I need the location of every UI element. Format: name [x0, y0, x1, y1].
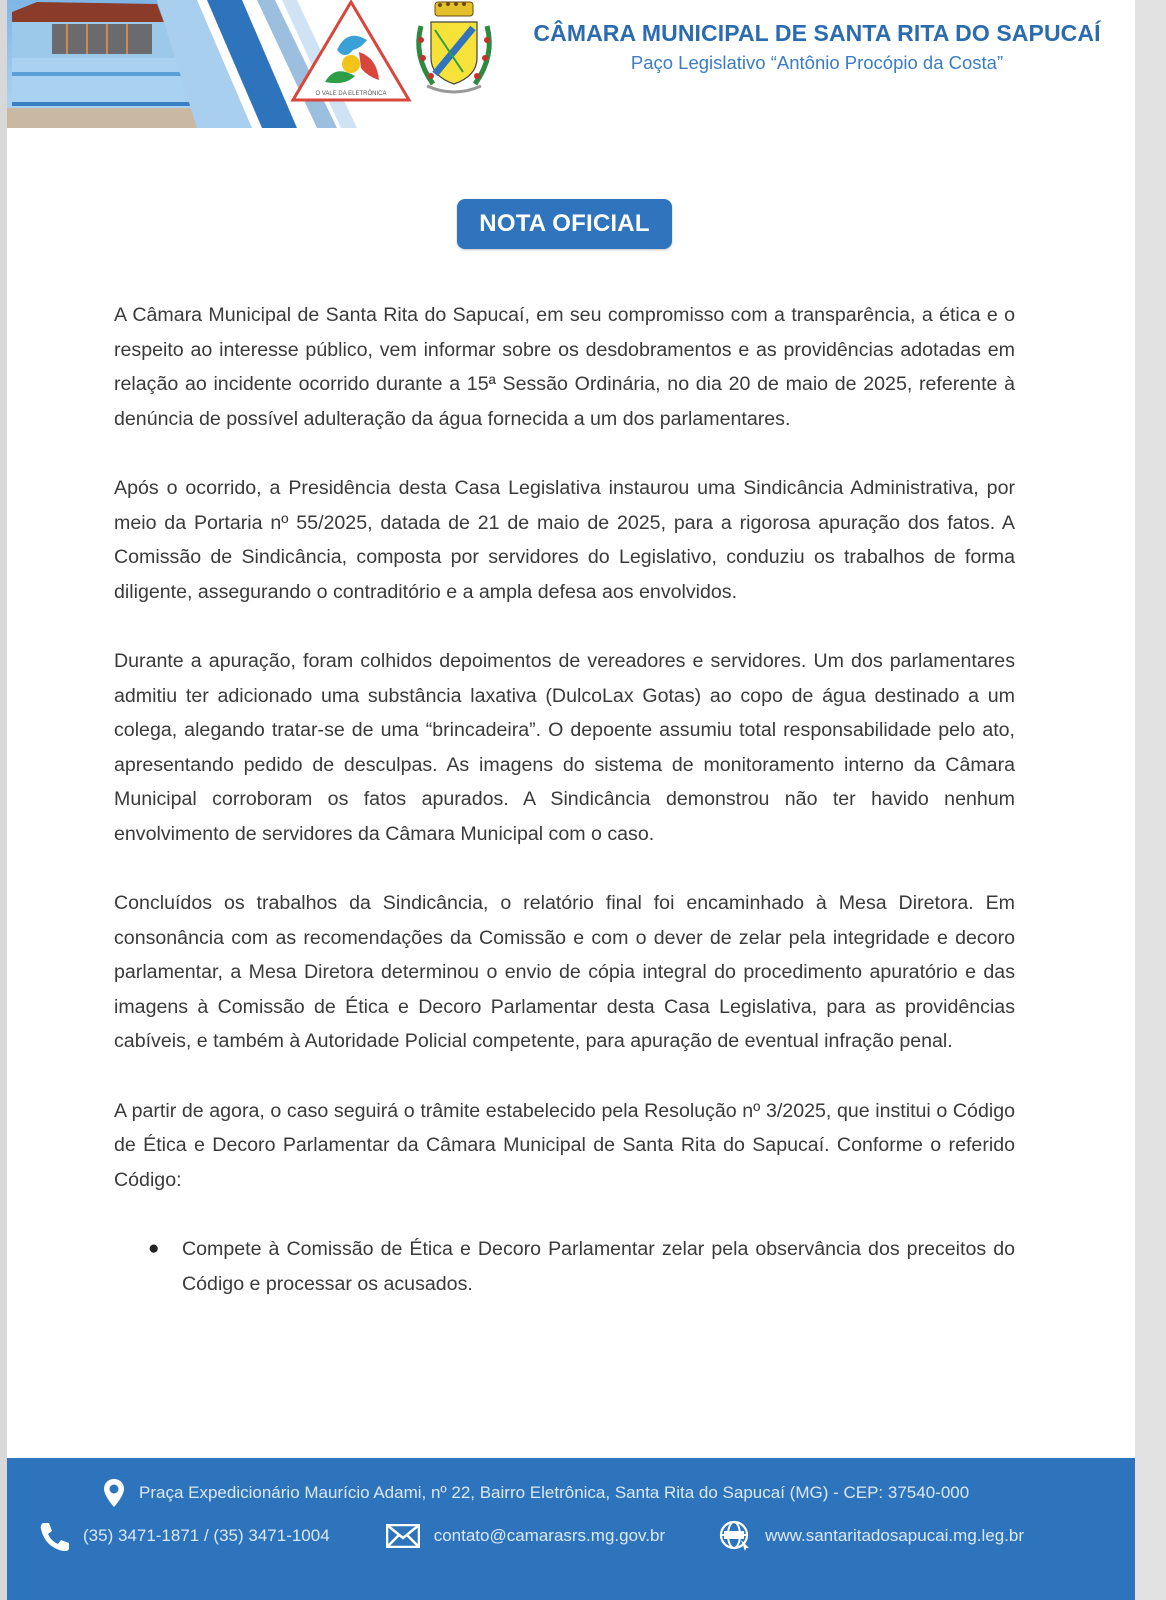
header-banner: [7, 0, 527, 128]
org-subtitle: Paço Legislativo “Antônio Procópio da Costa”: [630, 52, 1004, 73]
paragraph: A Câmara Municipal de Santa Rita do Sapucaí, em seu compromisso com a transparência, a ética e o respeito ao interesse público, vem informar sobre os desdobramentos e as providências adotadas em relação ao incidente ocorrido durante a 15ª Sessão Ordinária, no dia 20 de maio de 2025, referente à denúncia de possível adulteração da água fornecida a um dos parlamentares.: [114, 304, 1015, 430]
page-edge-left: [0, 0, 7, 1600]
svg-text:O VALE DA ELETRÔNICA: O VALE DA ELETRÔNICA: [315, 91, 387, 97]
envelope-icon: [386, 1524, 420, 1548]
map-pin-icon: [103, 1478, 125, 1508]
address-text: Praça Expedicionário Maurício Adami, nº 22, Bairro Eletrônica, Santa Rita do Sapucaí (MG) - CEP: 37540-000: [139, 1483, 970, 1502]
bullet-item: [148, 1232, 1015, 1301]
footer-contacts: [37, 1520, 1024, 1552]
footer-email[interactable]: [386, 1524, 665, 1548]
phone-text: (35) 3471-1871 / (35) 3471-1004: [83, 1526, 330, 1545]
paragraph: A partir de agora, o caso seguirá o trâmite estabelecido pela Resolução nº 3/2025, que institui o Código de Ética e Decoro Parlamentar da Câmara Municipal de Santa Rita do Sapucaí. Conforme o referido Código:: [114, 1099, 1015, 1191]
document-title-badge: NOTA OFICIAL: [457, 199, 672, 249]
org-name: CÂMARA MUNICIPAL DE SANTA RITA DO SAPUCAÍ: [533, 20, 1101, 46]
website-link[interactable]: www.santaritadosapucai.mg.leg.br: [765, 1526, 1025, 1545]
paragraph: Após o ocorrido, a Presidência desta Casa Legislativa instaurou uma Sindicância Administrativa, por meio da Portaria nº 55/2025, datada de 21 de maio de 2025, para a rigorosa apuração dos fatos. A Comissão de Sindicância, composta por servidores do Legislativo, conduziu os trabalhos de forma diligente, assegurando o contraditório e a ampla defesa aos envolvidos.: [114, 476, 1015, 603]
paragraph: Concluídos os trabalhos da Sindicância, o relatório final foi encaminhado à Mesa Diretora. Em consonância com as recomendações da Comissão e com o dever de zelar pela integridade e decoro parlamentar, a Mesa Diretora determinou o envio de cópia integral do procedimento apuratório e das imagens à Comissão de Ética e Decoro Parlamentar desta Casa Legislativa, para as providências cabíveis, e também à Autoridade Policial competente, para apuração de eventual infração penal.: [114, 892, 1015, 1053]
coat-of-arms: [418, 2, 490, 92]
paragraph: Durante a apuração, foram colhidos depoimentos de vereadores e servidores. Um dos parlamentares admitiu ter adicionado uma substância laxativa (DulcoLax Gotas) ao copo de água destinado a um colega, alegando tratar-se de uma “brincadeira”. O depoente assumiu total responsabilidade pelo ato, apresentando pedido de desculpas. As imagens do sistema de monitoramento interno da Câmara Municipal corroboram os fatos apurados. A Sindicância demonstrou não ter havido nenhum envolvimento de servidores da Câmara Municipal com o caso.: [114, 649, 1015, 845]
footer-address: [103, 1478, 969, 1508]
document-body: [114, 298, 1015, 1301]
footer-website[interactable]: [719, 1520, 1024, 1552]
bullet-list: [114, 1232, 1015, 1301]
footer-phone: [37, 1521, 330, 1551]
footer: [7, 1458, 1135, 1600]
bullet-text: Compete à Comissão de Ética e Decoro Parlamentar zelar pela observância dos preceitos do Código e processar os acusados.: [182, 1238, 1015, 1295]
email-link[interactable]: contato@camarasrs.mg.gov.br: [433, 1526, 666, 1545]
globe-icon: [719, 1520, 751, 1552]
phone-icon: [37, 1521, 69, 1551]
document-page: [7, 0, 1135, 1600]
bullet-icon: ●: [148, 1238, 160, 1260]
page-edge-right: [1135, 0, 1166, 1600]
